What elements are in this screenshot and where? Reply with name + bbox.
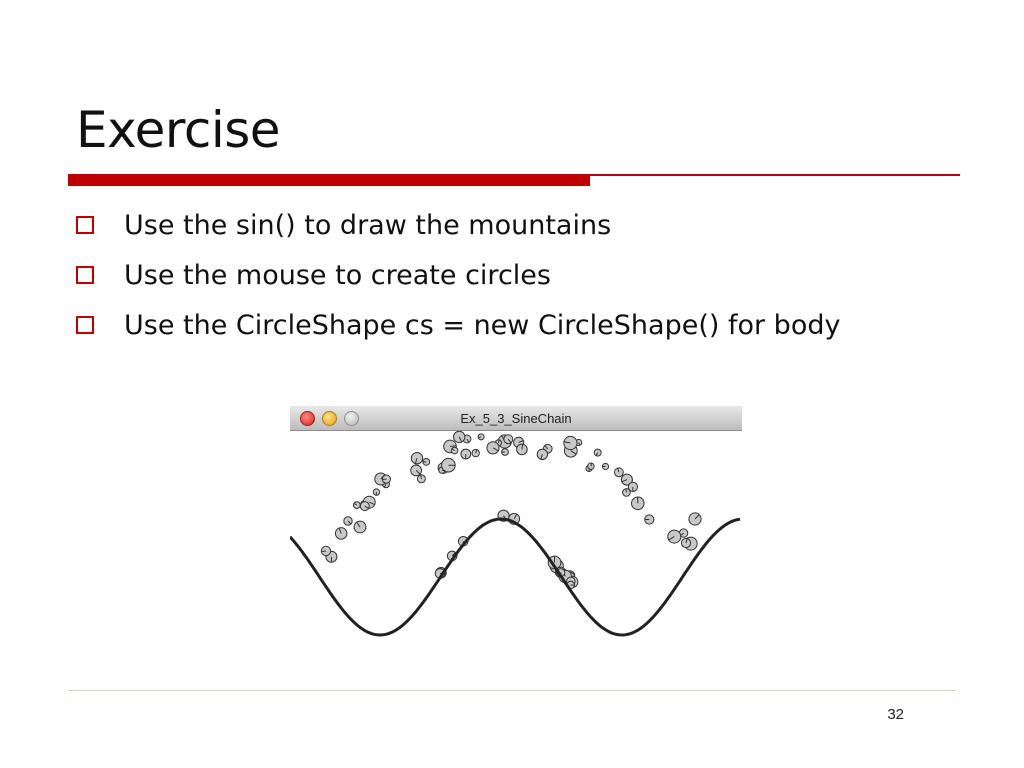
bullet-text: Use the sin() to draw the mountains [124, 209, 612, 241]
circle-rotation-marker [321, 551, 326, 552]
physics-circle [360, 502, 369, 511]
bullet-item [76, 250, 840, 300]
title-underline-thin [590, 174, 960, 176]
physics-circles [321, 431, 701, 589]
circle-rotation-marker [498, 440, 499, 443]
window-title: Ex_5_3_SineChain [460, 411, 572, 426]
bullet-text: Use the mouse to create circles [124, 259, 551, 291]
hollow-square-bullet-icon [76, 266, 94, 284]
page-number: 32 [887, 706, 904, 723]
physics-circle [478, 434, 484, 440]
sine-chain-canvas [290, 431, 742, 658]
window-titlebar [290, 406, 742, 431]
physics-circle [588, 463, 594, 469]
physics-circle [335, 528, 347, 540]
bullet-text: Use the CircleShape cs = new CircleShape() for body [124, 309, 841, 341]
circle-rotation-marker [421, 475, 422, 479]
slide-title: Exercise [76, 101, 281, 159]
circle-rotation-marker [522, 444, 523, 449]
hollow-square-bullet-icon [76, 316, 94, 334]
footer-rule [68, 690, 956, 691]
hollow-square-bullet-icon [76, 216, 94, 234]
title-underline-thick [68, 174, 590, 186]
bullet-item [76, 200, 840, 250]
physics-circle [564, 436, 577, 449]
circle-rotation-marker [450, 446, 456, 447]
physics-circle [668, 530, 681, 543]
physics-circle [487, 442, 499, 454]
circle-rotation-marker [626, 489, 627, 493]
bullet-list [76, 200, 840, 350]
bullet-item [76, 300, 840, 350]
physics-circle [537, 449, 547, 459]
sketch-window-screenshot [290, 406, 742, 658]
